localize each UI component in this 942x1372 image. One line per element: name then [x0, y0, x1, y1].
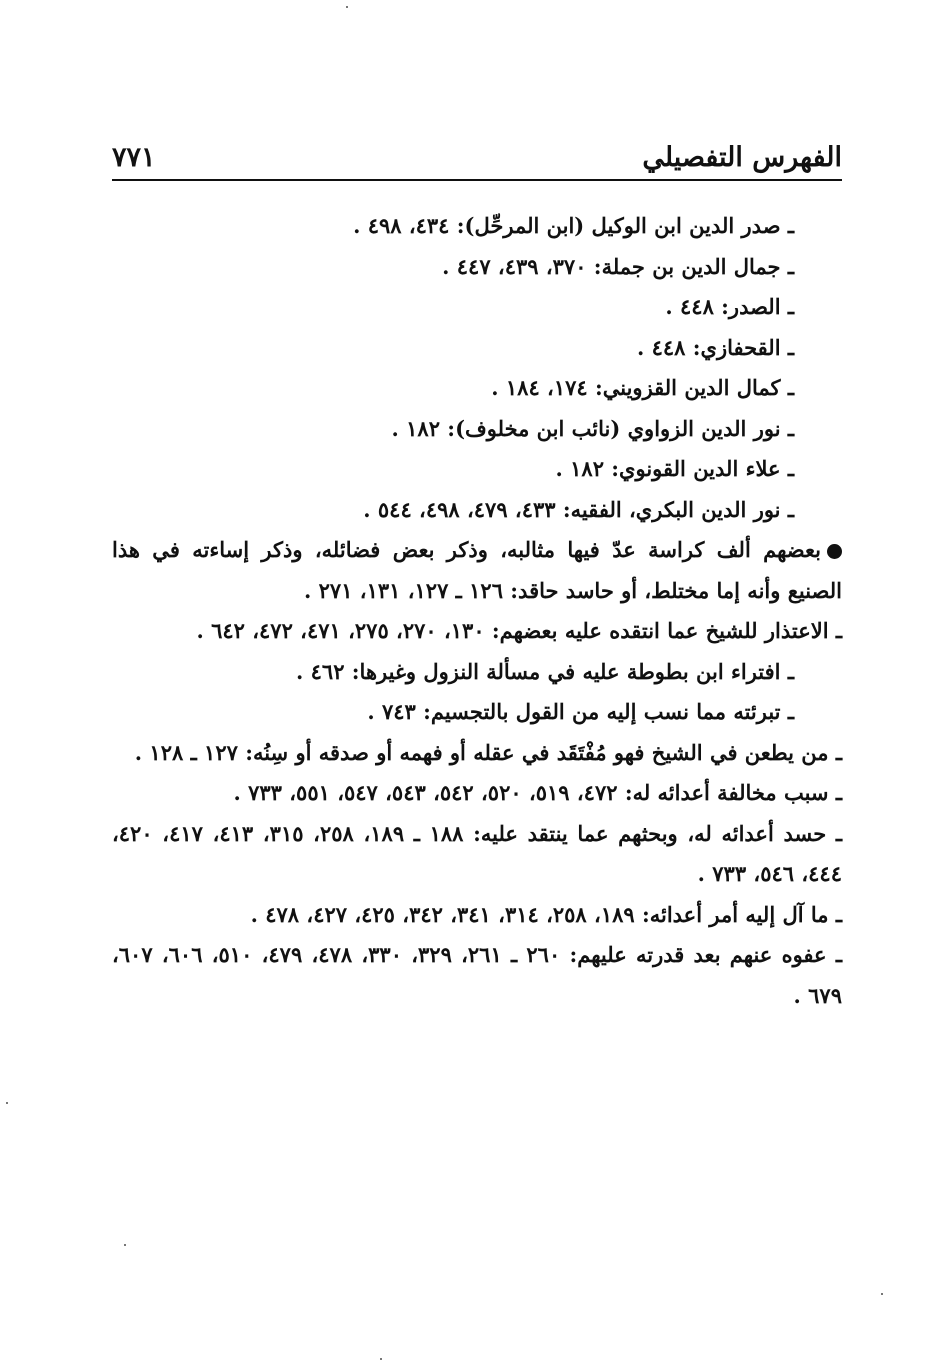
index-entry: ـ افتراء ابن بطوطة عليه في مسألة النزول وغيرها: ٤٦٢ . — [296, 658, 794, 684]
scan-speck — [380, 1358, 382, 1360]
index-entry: ـ تبرئته مما نسب إليه من القول بالتجسيم: ٧٤٣ . — [367, 699, 794, 724]
index-entry: ـ علاء الدين القونوي: ١٨٢ . — [555, 456, 794, 481]
scan-speck — [124, 1244, 126, 1246]
index-entry: ـ صدر الدين ابن الوكيل (ابن المرحِّل): ٤٣٤، ٤٩٨ . — [353, 213, 794, 238]
scan-speck — [346, 6, 348, 8]
index-topic-entry — [112, 530, 842, 611]
index-topic-text: بعضهم ألف كراسة عدّ فيها مثالبه، وذكر بعض فضائله، وذكر إساءته في هذا الصنيع وأنه إما مختلط، أو حاسد حاقد: ١٢٦ ـ ١٢٧، ١٣١، ٢٧١ . — [112, 537, 842, 603]
index-entry: ـ من يطعن في الشيخ فهو مُفْتَقَد في عقله أو فهمه أو صدقه أو سِنُه: ١٢٧ ـ ١٢٨ . — [134, 739, 842, 765]
scan-speck — [6, 1102, 8, 1104]
page-number: ٧٧١ — [112, 142, 156, 173]
index-entry: ـ جمال الدين بن جملة: ٣٧٠، ٤٣٩، ٤٤٧ . — [442, 253, 794, 279]
index-entry: ـ ما آل إليه أمر أعدائه: ١٨٩، ٢٥٨، ٣١٤، ٣٤١، ٣٤٢، ٤٢٥، ٤٢٧، ٤٧٨ . — [250, 901, 842, 927]
index-entry: ـ الاعتذار للشيخ عما انتقده عليه بعضهم: ١٣٠، ٢٧٠، ٢٧٥، ٤٧١، ٤٧٢، ٦٤٢ . — [196, 618, 842, 643]
index-entry: ـ نور الدين الزواوي (نائب ابن مخلوف): ١٨٢ . — [391, 415, 794, 441]
scan-speck — [881, 1293, 883, 1295]
index-entry: ـ كمال الدين القزويني: ١٧٤، ١٨٤ . — [491, 375, 794, 400]
index-entry: ـ عفوه عنهم بعد قدرته عليهم: ٢٦٠ ـ ٢٦١، ٣٢٩، ٣٣٠، ٤٧٨، ٤٧٩، ٥١٠، ٦٠٦، ٦٠٧، ٦٧٩ . — [112, 942, 842, 1008]
index-entry: ـ حسد أعدائه له، وبحثهم عما ينتقد عليه: ١٨٨ ـ ١٨٩، ٢٥٨، ٣١٥، ٤١٣، ٤١٧، ٤٢٠، ٤٤٤، ٥٤٦، ٧٣٣ . — [112, 820, 843, 886]
page-header — [112, 138, 842, 182]
index-entry: ـ نور الدين البكري، الفقيه: ٤٣٣، ٤٧٩، ٤٩٨، ٥٤٤ . — [363, 496, 794, 522]
index-entry: ـ سبب مخالفة أعدائه له: ٤٧٢، ٥١٩، ٥٢٠، ٥٤٢، ٥٤٣، ٥٤٧، ٥٥١، ٧٣٣ . — [233, 780, 842, 805]
index-entry: ـ القحفازي: ٤٤٨ . — [636, 334, 794, 360]
header-rule — [112, 179, 842, 181]
index-entry: ـ الصدر: ٤٤٨ . — [665, 294, 794, 319]
bullet-icon — [827, 544, 842, 559]
index-content — [112, 206, 842, 1016]
running-title: الفهرس التفصيلي — [642, 142, 842, 173]
